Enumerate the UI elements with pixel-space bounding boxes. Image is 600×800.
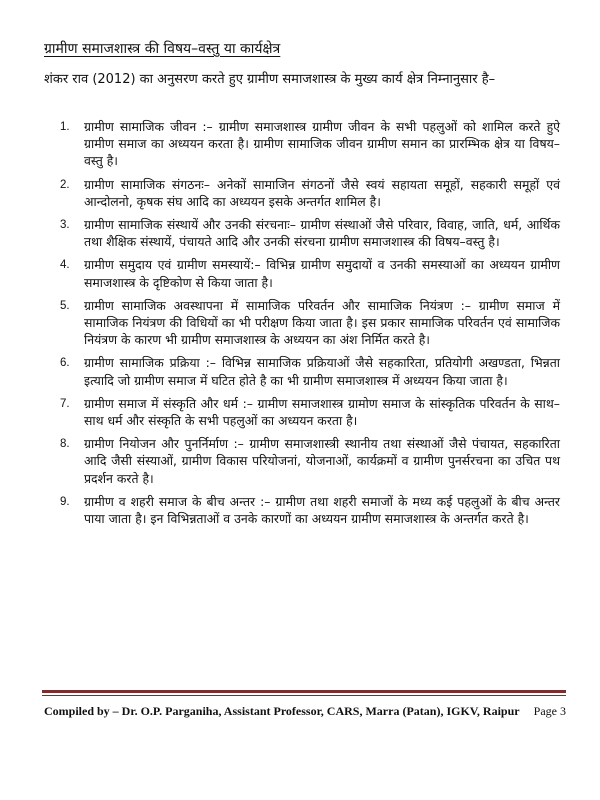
item-number: 4. xyxy=(60,259,70,272)
item-number: 5. xyxy=(60,299,70,312)
list-item xyxy=(60,216,560,250)
item-number: 1. xyxy=(60,121,70,133)
list-item xyxy=(60,297,560,349)
footer-divider-thin xyxy=(42,695,566,696)
item-number: 8. xyxy=(60,438,70,451)
list-item xyxy=(60,395,560,429)
footer-credit: Compiled by – Dr. O.P. Parganiha, Assistant Professor, CARS, Marra (Patan), IGKV, Raipur xyxy=(44,704,520,718)
item-number: 2. xyxy=(60,178,70,191)
list-item xyxy=(60,354,560,388)
item-number: 9. xyxy=(60,495,70,508)
list-item xyxy=(60,256,560,290)
section-heading: ग्रामीण समाजशास्त्र की विषय–वस्तु या कार्यक्षेत्र xyxy=(44,41,281,57)
item-text: ग्रामीण सामाजिक अवस्थापना में सामाजिक परिवर्तन और सामाजिक नियंत्रण :– ग्रामीण समाज में सामाजिक नियंत्रण की विधियों का भी परीक्षण किया जाता है। इस प्रकार सामाजिक परिवर्तन एवं सामाजिक नियंत्रण के कारण भी ग्रामीण समाजशास्त्र के अध्ययन का अंश निर्मित करते है। xyxy=(84,297,560,348)
item-text: ग्रामीण सामाजिक संस्थायें और उनकी संरचनाः– ग्रामीण संस्थाओं जैसे परिवार, विवाह, जाति, धर्म, आर्थिक तथा शैक्षिक संस्थायें, पंचायते आदि और उनकी संरचना ग्रामीण समाजशास्त्र की विषय–वस्तु है। xyxy=(84,217,560,250)
item-text: ग्रामीण सामाजिक संगठनः– अनेकों सामाजिन संगठनों जैसे स्वयं सहायता समूहों, सहकारी समूहों एवं आन्दोलनो, कृषक संघ आदि का अध्ययन इसके अन्तर्गत शामिल है। xyxy=(84,176,560,209)
topic-list xyxy=(60,118,560,533)
page-number: Page 3 xyxy=(533,704,566,718)
list-item xyxy=(60,118,560,170)
item-text: ग्रामीण समुदाय एवं ग्रामीण समस्यायें:– विभिन्न ग्रामीण समुदायों व उनकी समस्याओं का अध्ययन ग्रामीण समाजशास्त्र के दृष्टिकोण से किया जाता है। xyxy=(84,257,560,290)
item-text: ग्रामीण व शहरी समाज के बीच अन्तर :– ग्रामीण तथा शहरी समाजों के मध्य कई पहलुओं के बीच अन्तर पाया जाता है। इन विभिन्नताओं व उनके कारणों का अध्ययन ग्रामीण समाजशास्त्र के अन्तर्गत करते है। xyxy=(84,493,560,527)
intro-paragraph: शंकर राव (2012) का अनुसरण करते हुए ग्रामीण समाजशास्त्र के मुख्य कार्य क्षेत्र निम्नानुसार है– xyxy=(44,72,496,87)
item-text: ग्रामीण सामाजिक जीवन :– ग्रामीण समाजशास्त्र ग्रामीण जीवन के सभी पहलुओं को शामिल करते हुऐ ग्रामीण समाज का अध्ययन करता है। ग्रामीण सामाजिक जीवन ग्रामीण समान का प्रारम्भिक क्षेत्र या विषय–वस्तु है। xyxy=(84,119,560,169)
item-number: 7. xyxy=(60,397,70,410)
item-text: ग्रामीण समाज में संस्कृति और धर्म :– ग्रामीण समाजशास्त्र ग्रामोण समाज के सांस्कृतिक परिवर्तन के साथ–साथ धर्म और संस्कृति के सभी पहलुओं का अध्ययन करता है। xyxy=(84,395,560,429)
item-text: ग्रामीण नियोजन और पुनर्निर्माण :– ग्रामीण समाजशास्त्री स्थानीय तथा संस्थाओं जैसे पंचायत, सहकारिता आदि जैसी संस्याओं, ग्रामीण विकास परियोजनां, योजनाओं, कार्यक्रमों व ग्रामीण पुनर्सरचना का उचित पथ प्रदर्शन करते है। xyxy=(84,436,560,486)
page-footer xyxy=(44,704,566,719)
item-text: ग्रामीण सामाजिक प्रक्रिया :– विभिन्न सामाजिक प्रक्रियाओं जैसे सहकारिता, प्रतियोगी अखण्डता, भिन्नता इत्यादि जो ग्रामीण समाज में घटित होते है का भी ग्रामीण समाजशास्त्र में अध्ययन किया जाता है। xyxy=(84,355,560,388)
list-item xyxy=(60,176,560,210)
list-item xyxy=(60,493,560,527)
list-item xyxy=(60,435,560,487)
item-number: 3. xyxy=(60,219,70,232)
item-number: 6. xyxy=(60,357,70,370)
footer-divider xyxy=(42,690,566,693)
